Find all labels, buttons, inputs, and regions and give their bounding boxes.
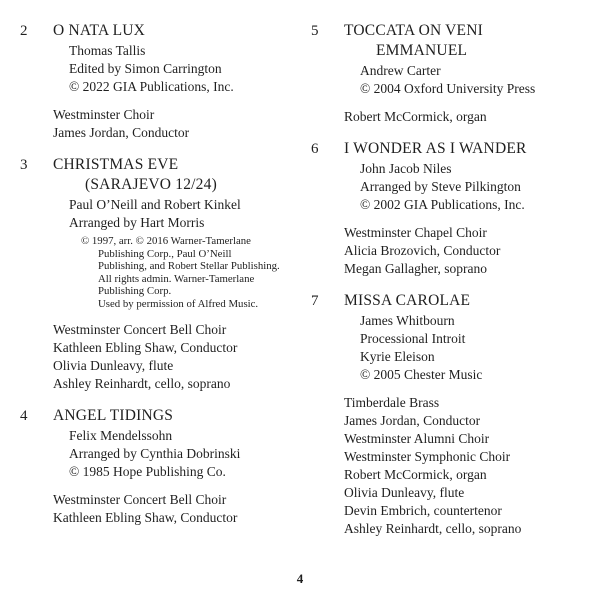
track-credit-line: Arranged by Steve Pilkington	[360, 179, 521, 194]
track-performer-line: Westminster Choir	[53, 107, 155, 122]
track-performer-line: Robert McCormick, organ	[344, 109, 487, 124]
track-body	[344, 139, 584, 278]
track-title	[53, 21, 293, 41]
track-title	[344, 291, 584, 311]
track-performer-line: Robert McCormick, organ	[344, 467, 487, 482]
track-credit-line: Arranged by Cynthia Dobrinski	[69, 445, 241, 461]
track-body	[344, 21, 584, 126]
track-credit-line: © 1985 Hope Publishing Co.	[69, 463, 226, 479]
track-credits	[53, 427, 293, 481]
track-performers	[53, 491, 293, 527]
fine-print-line: Publishing, and Robert Stellar Publishing.	[98, 260, 280, 273]
track-performer-line: Kathleen Ebling Shaw, Conductor	[53, 339, 238, 355]
track-performer-line: Megan Gallagher, soprano	[344, 261, 488, 276]
track-performer-line: Alicia Brozovich, Conductor	[344, 243, 501, 258]
track-title-line: ANGEL TIDINGS	[53, 406, 174, 424]
track-number: 4	[20, 407, 28, 424]
track-credit-line: © 2005 Chester Music	[360, 367, 483, 382]
track-number: 5	[311, 23, 319, 39]
track-performer-line: Westminster Chapel Choir	[344, 225, 487, 240]
track-credit-line: John Jacob Niles	[360, 161, 452, 176]
track-title-line: TOCCATA ON VENI	[344, 22, 483, 39]
track-credits	[344, 62, 584, 98]
track-performer-line: Ashley Reinhardt, cello, soprano	[344, 521, 522, 536]
track-performers	[344, 108, 584, 126]
track-number: 7	[311, 293, 319, 309]
track-title-line: I WONDER AS I WANDER	[344, 140, 527, 157]
column-right	[311, 21, 584, 551]
track-performer-line: James Jordan, Conductor	[53, 125, 190, 140]
track-credit-line: © 2004 Oxford University Press	[360, 81, 536, 96]
page-number: 4	[296, 571, 304, 586]
track-title-line: O NATA LUX	[53, 22, 146, 39]
track-performer-line: Olivia Dunleavy, flute	[344, 485, 465, 500]
track-performers	[53, 106, 293, 142]
track-credit-line: Andrew Carter	[360, 63, 441, 78]
track-title-line: (SARAJEVO 12/24)	[85, 176, 217, 193]
track-title	[53, 406, 293, 426]
track-body	[344, 291, 584, 538]
track-performer-line: Westminster Concert Bell Choir	[53, 491, 227, 507]
track-credit-line: Edited by Simon Carrington	[69, 61, 222, 76]
column-left	[20, 21, 293, 551]
fine-print-line: Used by permission of Alfred Music.	[98, 297, 259, 310]
track-performer-line: Ashley Reinhardt, cello, soprano	[53, 375, 231, 391]
track-performer-line: Kathleen Ebling Shaw, Conductor	[53, 509, 238, 525]
track-body	[53, 21, 293, 142]
track-performers	[344, 394, 584, 538]
fine-print-line: Publishing Corp., Paul O’Neill	[98, 247, 232, 260]
track-title	[53, 155, 293, 195]
track-performer-line: Westminster Concert Bell Choir	[53, 321, 227, 337]
track-credit-line: Processional Introit	[360, 331, 466, 346]
track-body	[53, 406, 293, 527]
track-credit-line: Arranged by Hart Morris	[69, 215, 205, 230]
track-performer-line: Olivia Dunleavy, flute	[53, 357, 174, 373]
fine-print-line: All rights admin. Warner-Tamerlane	[98, 272, 255, 285]
track-credit-line: Kyrie Eleison	[360, 349, 435, 364]
track-performer-line: Westminster Alumni Choir	[344, 431, 490, 446]
track-entry	[20, 21, 293, 142]
track-number: 2	[20, 23, 28, 39]
track-credit-line: © 2022 GIA Publications, Inc.	[69, 79, 234, 94]
track-credit-line: Felix Mendelssohn	[69, 427, 173, 443]
track-performers	[53, 321, 293, 393]
track-credits	[344, 160, 584, 214]
track-entry	[311, 139, 584, 278]
track-performers	[344, 224, 584, 278]
track-performer-line: Westminster Symphonic Choir	[344, 449, 511, 464]
track-entry	[311, 21, 584, 126]
track-title	[344, 21, 584, 61]
track-number: 6	[311, 141, 319, 157]
track-number: 3	[20, 157, 28, 173]
fine-print-line: Publishing Corp.	[98, 285, 172, 298]
track-performer-line: Devin Embrich, countertenor	[344, 503, 502, 518]
track-entry	[20, 406, 293, 527]
track-credits	[344, 312, 584, 384]
track-title-line: CHRISTMAS EVE	[53, 156, 179, 173]
track-entry	[311, 291, 584, 538]
track-credit-line: © 2002 GIA Publications, Inc.	[360, 197, 525, 212]
track-fine-print	[53, 235, 293, 311]
track-entry	[20, 155, 293, 393]
track-credit-line: Thomas Tallis	[69, 43, 146, 58]
track-title	[344, 139, 584, 159]
track-title-line: MISSA CAROLAE	[344, 292, 471, 309]
track-body	[53, 155, 293, 393]
track-performer-line: Timberdale Brass	[344, 395, 440, 410]
track-credit-line: James Whitbourn	[360, 313, 455, 328]
track-performer-line: James Jordan, Conductor	[344, 413, 481, 428]
track-credits	[53, 196, 293, 232]
track-credit-line: Paul O’Neill and Robert Kinkel	[69, 197, 241, 212]
track-credits	[53, 42, 293, 96]
track-title-line: EMMANUEL	[376, 42, 468, 59]
fine-print-line: © 1997, arr. © 2016 Warner-Tamerlane	[81, 235, 251, 247]
